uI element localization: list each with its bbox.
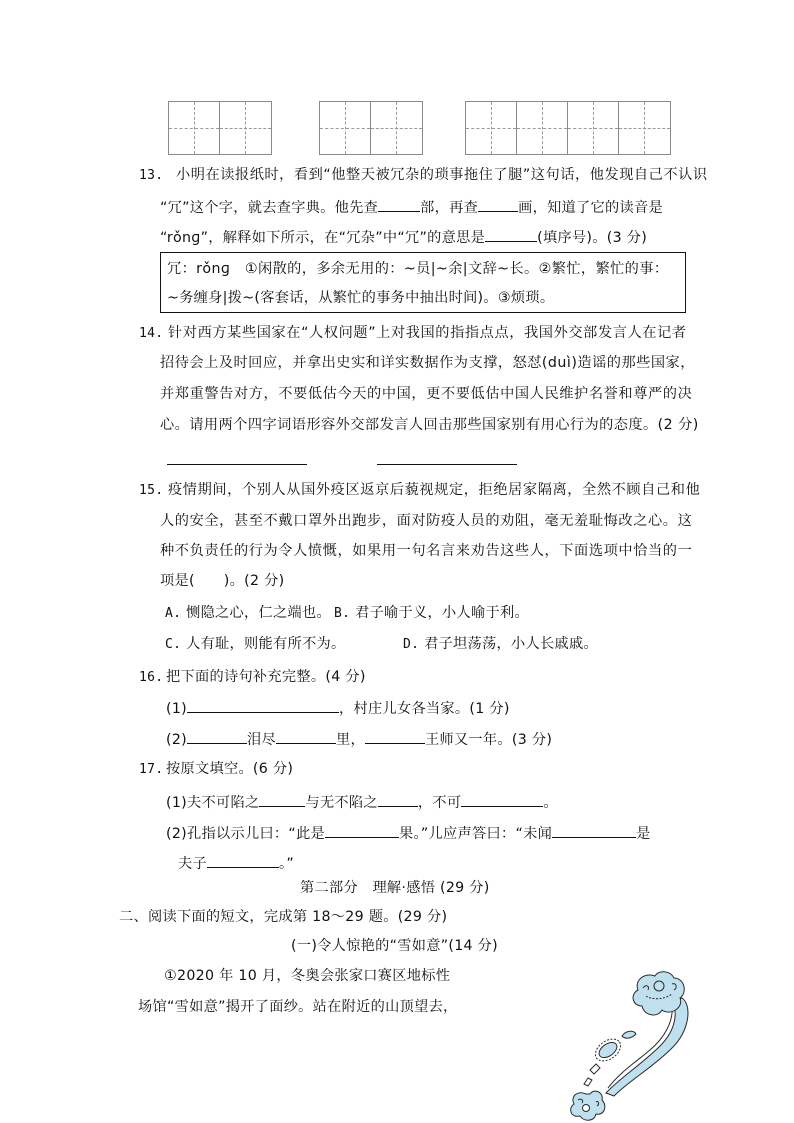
passage-title: (一)令人惊艳的“雪如意”(14 分) [291, 938, 498, 954]
answer-blank[interactable] [552, 822, 636, 838]
question-text-line: 小明在读报纸时，看到“他整天被冗杂的琐事拖住了腿”这句话，他发现自己不认识 [176, 167, 708, 183]
answer-blank[interactable] [461, 791, 543, 807]
answer-blank[interactable] [365, 728, 425, 744]
dictionary-line: 冗：rǒnɡ ①闲散的，多余无用的：~员|~余|文辞~长。②繁忙，繁忙的事： [167, 261, 669, 277]
option-text: 恻隐之心，仁之端也。 [186, 605, 331, 621]
question-number: 14. [139, 326, 164, 341]
question-text-line: 并郑重警告对方，不要低估今天的中国，更不要低估中国人民维护名誉和尊严的决 [160, 386, 693, 402]
fill-item-2 [166, 728, 552, 750]
option-letter: D. [403, 637, 420, 652]
answer-blank[interactable] [485, 226, 537, 242]
question-text-line: 人的安全，甚至不戴口罩外出跑步，面对防疫人员的劝阻，毫无羞耻悔改之心。这 [160, 513, 693, 529]
option-text: 君子喻于义，小人喻于利。 [355, 605, 529, 621]
writing-grid-3 [465, 101, 671, 155]
question-number: 17. [139, 762, 164, 777]
option-text: 人有耻，则能有所不为。 [186, 636, 346, 652]
option-a[interactable] [165, 603, 331, 624]
question-text-line: 招待会上及时回应，并拿出史实和详实数据作为支撑，怒怼(duì)造谣的那些国家， [160, 355, 695, 371]
answer-blank[interactable] [207, 852, 279, 868]
text-segment: 画，知道了它的读音是 [518, 200, 663, 216]
text-segment: 泪尽 [247, 732, 276, 748]
text-segment: “rǒnɡ”，解释如下所示，在“冗杂”中“冗”的意思是 [160, 230, 486, 246]
section-heading: 二、阅读下面的短文，完成第 18～29 题。(29 分) [119, 909, 448, 925]
item-label: (1) [166, 701, 187, 717]
writing-grid-2 [319, 101, 423, 155]
option-d[interactable] [403, 634, 598, 655]
question-text-line: 疫情期间，个别人从国外疫区返京后藐视规定，拒绝居家隔离，全然不顾自己和他 [168, 482, 701, 498]
dictionary-line: ~务缠身|拨~(客套话，从繁忙的事务中抽出时间)。③烦琐。 [167, 290, 555, 306]
text-segment: 与无不陷之 [305, 795, 378, 811]
grid-cell[interactable] [168, 102, 219, 154]
question-text-line: 项是( )。(2 分) [160, 573, 285, 589]
text-segment: 夫不可陷之 [187, 795, 260, 811]
fill-item-1 [166, 697, 510, 719]
fill-item-1 [166, 791, 558, 813]
grid-cell[interactable] [370, 102, 423, 154]
text-segment: 果。”儿应声答曰：“未闻 [399, 826, 553, 842]
text-segment: 里， [335, 732, 365, 748]
option-letter: C. [165, 637, 182, 652]
grid-cell[interactable] [465, 102, 516, 154]
answer-blank[interactable] [325, 822, 399, 838]
dictionary-entry-box [160, 252, 686, 313]
answer-line[interactable] [167, 464, 307, 465]
option-letter: A. [165, 606, 182, 621]
text-segment: ，不可 [417, 795, 462, 811]
text-segment: (填序号)。(3 分) [537, 230, 648, 246]
ruyi-shape [571, 972, 688, 1121]
text-segment: 夫子 [178, 856, 207, 872]
answer-blank[interactable] [187, 728, 247, 744]
text-segment: 孔指以示儿曰：“此是 [187, 826, 326, 842]
text-segment: 部，再查 [420, 200, 479, 216]
text-segment: 。 [543, 795, 558, 811]
grid-cell[interactable] [516, 102, 567, 154]
question-text-line: 针对西方某些国家在“人权问题”上对我国的指指点点，我国外交部发言人在记者 [168, 325, 687, 341]
question-text-line: 种不负责任的行为令人愤慨，如果用一句名言来劝告这些人，下面选项中恰当的一 [160, 543, 693, 559]
question-number: 15. [139, 483, 164, 498]
text-segment: “冗”这个字，就去查字典。他先查 [160, 200, 379, 216]
option-letter: B. [334, 606, 351, 621]
answer-blank[interactable] [276, 728, 336, 744]
question-text-line: 心。请用两个四字词语形容外交部发言人回击那些国家别有用心行为的态度。(2 分) [160, 417, 699, 433]
answer-line[interactable] [377, 464, 517, 465]
answer-blank[interactable] [378, 196, 420, 212]
grid-cell[interactable] [319, 102, 370, 154]
text-segment: 王师又一年。(3 分) [424, 732, 553, 748]
part-heading: 第二部分 理解·感悟 (29 分) [300, 880, 490, 896]
item-label: (2) [166, 826, 187, 842]
item-label: (1) [166, 795, 187, 811]
text-segment: ，村庄儿女各当家。(1 分) [339, 701, 510, 717]
fill-item-2-cont [178, 852, 294, 874]
fill-item-2 [166, 822, 651, 844]
passage-text-line: ①2020 年 10 月，冬奥会张家口赛区地标性 [164, 968, 451, 984]
passage-text-line: 场馆“雪如意”揭开了面纱。站在附近的山顶望去， [138, 999, 458, 1015]
question-number: 13. [139, 168, 164, 183]
grid-cell[interactable] [618, 102, 671, 154]
question-title: 按原文填空。(6 分) [166, 761, 294, 777]
question-text-line [160, 196, 663, 218]
answer-blank[interactable] [187, 697, 339, 713]
answer-blank[interactable] [259, 791, 305, 807]
option-text: 君子坦荡荡，小人长戚戚。 [424, 636, 598, 652]
grid-cell[interactable] [567, 102, 618, 154]
text-segment: 。” [278, 856, 295, 872]
text-segment: 是 [636, 826, 651, 842]
option-b[interactable] [334, 603, 529, 624]
question-number: 16. [139, 670, 164, 685]
option-c[interactable] [165, 634, 345, 655]
answer-blank[interactable] [378, 791, 418, 807]
question-title: 把下面的诗句补充完整。(4 分) [166, 669, 366, 685]
ruyi-illustration [560, 960, 710, 1123]
answer-blank[interactable] [478, 196, 518, 212]
writing-grid-1 [168, 101, 272, 155]
item-label: (2) [166, 732, 187, 748]
grid-cell[interactable] [219, 102, 272, 154]
question-text-line [160, 226, 647, 248]
